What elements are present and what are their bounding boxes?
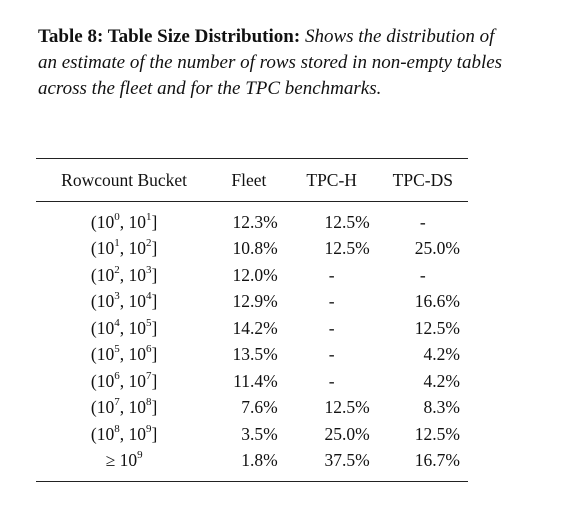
cell-tpch: 25.0%: [324, 423, 370, 444]
table-row: [36, 368, 468, 395]
cell-rowcount-bucket: ($10^5$, $10^6$]: [90, 343, 158, 365]
cell-tpch: -: [328, 344, 335, 365]
cell-fleet: 3.5%: [241, 423, 278, 444]
cell-tpcds: 12.5%: [414, 423, 460, 444]
cell-fleet: 1.8%: [241, 450, 278, 471]
cell-rowcount-bucket: ($10^7$, $10^8$]: [90, 396, 158, 418]
cell-tpch: -: [328, 317, 335, 338]
header-rowcount-bucket: Rowcount Bucket: [61, 169, 188, 190]
cell-tpch: 12.5%: [324, 397, 370, 418]
cell-tpch: -: [328, 370, 335, 391]
cell-tpcds: 4.2%: [423, 344, 460, 365]
table-body: [36, 202, 468, 482]
cell-rowcount-bucket: ≥ $10^9$: [105, 449, 143, 471]
cell-rowcount-bucket: ($10^3$, $10^4$]: [90, 290, 158, 312]
cell-tpch: -: [328, 291, 335, 312]
cell-tpcds: 12.5%: [414, 317, 460, 338]
table-row: [36, 315, 468, 342]
cell-rowcount-bucket: ($10^4$, $10^5$]: [90, 316, 158, 338]
caption-text: Shows the distribution of an estimate of the number of rows stored in non-empty tables across the fleet and for the TPC benchmarks.: [38, 26, 503, 99]
cell-rowcount-bucket: ($10^1$, $10^2$]: [90, 237, 158, 259]
cell-rowcount-bucket: ($10^0$, $10^1$]: [90, 210, 158, 232]
cell-rowcount-bucket: ($10^2$, $10^3$]: [90, 263, 158, 285]
cell-tpcds: -: [419, 211, 426, 232]
table-row: [36, 421, 468, 448]
cell-tpcds: 8.3%: [423, 397, 460, 418]
table-row: [36, 262, 468, 289]
cell-tpch: 12.5%: [324, 211, 370, 232]
cell-rowcount-bucket: ($10^8$, $10^9$]: [90, 422, 158, 444]
cell-rowcount-bucket: ($10^6$, $10^7$]: [90, 369, 158, 391]
cell-tpch: 37.5%: [324, 450, 370, 471]
cell-tpcds: 4.2%: [423, 370, 460, 391]
table-row: [36, 202, 468, 236]
table-row: [36, 448, 468, 482]
cell-fleet: 11.4%: [233, 370, 278, 391]
cell-tpcds: 25.0%: [414, 238, 460, 259]
cell-fleet: 10.8%: [232, 238, 278, 259]
cell-fleet: 12.9%: [232, 291, 278, 312]
cell-fleet: 14.2%: [232, 317, 278, 338]
header-row: [36, 159, 468, 202]
header-fleet: Fleet: [231, 169, 267, 190]
table-size-distribution: [36, 158, 468, 482]
cell-tpch: -: [328, 264, 335, 285]
caption-title: Table 8: Table Size Distribution:: [38, 26, 301, 47]
cell-tpcds: 16.6%: [414, 291, 460, 312]
table-row: [36, 236, 468, 263]
table-row: [36, 395, 468, 422]
cell-tpch: 12.5%: [324, 238, 370, 259]
cell-fleet: 13.5%: [232, 344, 278, 365]
cell-fleet: 12.0%: [232, 264, 278, 285]
header-tpch: TPC-H: [306, 169, 357, 190]
cell-tpcds: -: [419, 264, 426, 285]
table-row: [36, 342, 468, 369]
table-row: [36, 289, 468, 316]
cell-fleet: 7.6%: [241, 397, 278, 418]
cell-tpcds: 16.7%: [414, 450, 460, 471]
cell-fleet: 12.3%: [232, 211, 278, 232]
table-caption: [38, 24, 508, 102]
header-tpcds: TPC-DS: [392, 169, 453, 190]
